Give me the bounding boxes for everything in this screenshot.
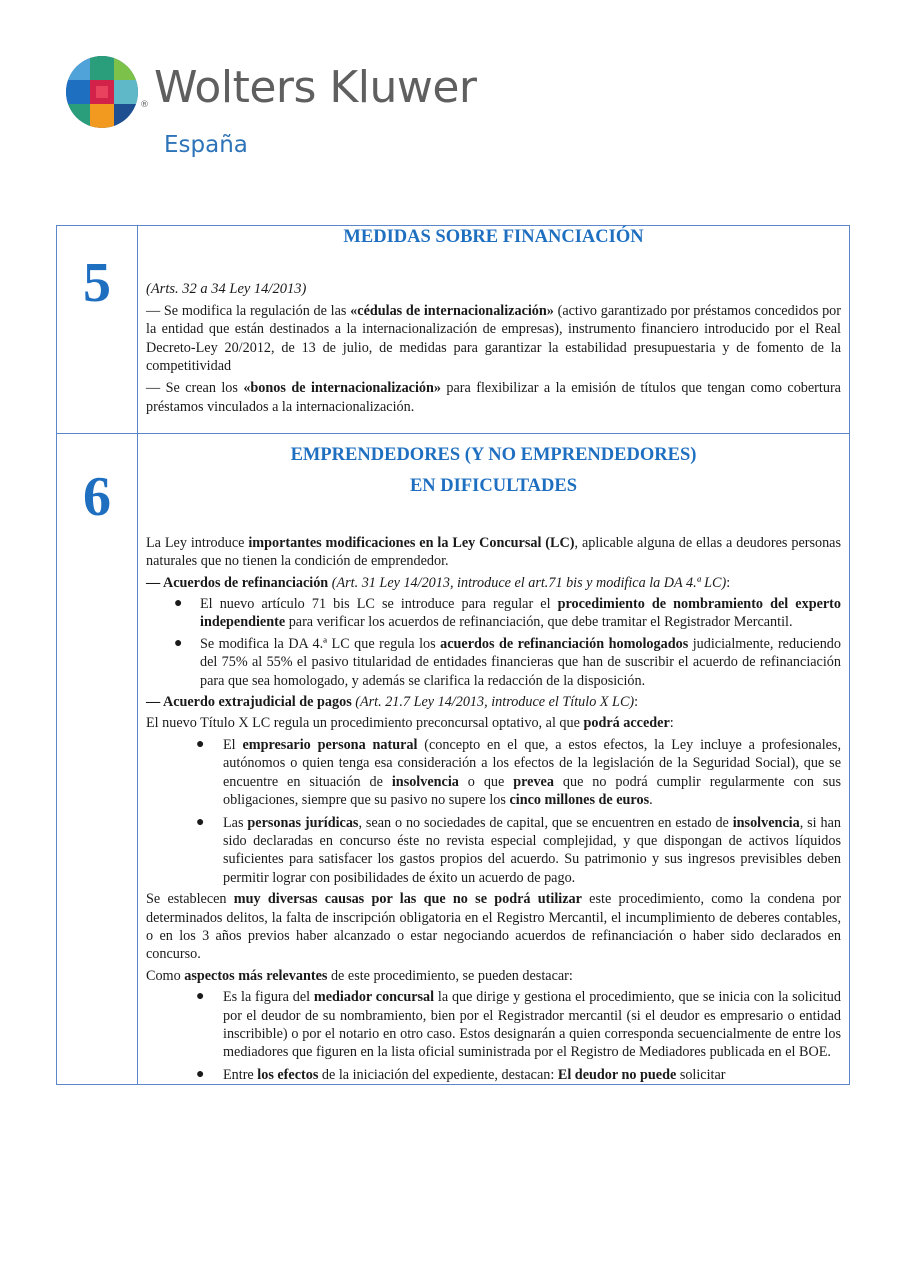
section-row-5 <box>57 226 850 434</box>
sections-table <box>56 225 850 1085</box>
paragraph-cedulas: — Se modifica la regulación de las «cédulas de internacionalización» (activo garantizado por préstamos concedidos por la entidad que están destinados a la internacionalización de empresas), instrumento financiero introducido por el Real Decreto-Ley 20/2012, de 13 de julio, de medidas para garantizar la estabilidad presupuestaria y de fomento de la competitividad <box>146 302 841 375</box>
logo-mosaic-icon <box>66 56 138 128</box>
paragraph-causas: Se establecen muy diversas causas por las que no se podrá utilizar este procedimiento, como la condena por determinados delitos, la falta de inscripción obligatoria en el Registro Mercantil, el incumplimiento de deberes contables, o en los 3 años previos haber alcanzado o estar negociando acuerdos de refinanciación o haber sido declarados en concurso. <box>146 891 841 963</box>
list-item: ● Es la figura del mediador concursal la que dirige y gestiona el procedimiento, que se inicia con la solicitud por el deudor de su nombramiento, bien por el Registrador mercantil (si el deudor es empresario o entidad inscribible) o por el notario en otro caso. Estos designarán a quien corresponda secuencialmente de entre los mediadores que figuren en la lista oficial suministrada por el Registro de Mediadores publicada en el BOE. <box>196 989 841 1061</box>
paragraph-aspectos: Como aspectos más relevantes de este procedimiento, se pueden destacar: <box>146 967 573 984</box>
registered-mark: ® <box>140 100 149 110</box>
section-number: 5 <box>83 252 111 314</box>
bullet-icon: ● <box>196 814 205 830</box>
heading-refinanciacion: — Acuerdos de refinanciación (Art. 31 Ley 14/2013, introduce el art.71 bis y modifica la DA 4.ª LC): <box>146 574 731 591</box>
paragraph-bonos: — Se crean los «bonos de internacionalización» para flexibilizar a la emisión de títulos que tengan como cobertura préstamos vinculados a la internacionalización. <box>146 380 841 415</box>
list-aspectos <box>146 988 841 1084</box>
bullet-icon: ● <box>174 635 183 651</box>
brand-name: Wolters Kluwer <box>154 62 477 113</box>
list-acceso <box>146 736 841 887</box>
brand-region: España <box>164 132 248 158</box>
list-item: ● Entre los efectos de la iniciación del expediente, destacan: El deudor no puede solicitar <box>196 1066 726 1083</box>
bullet-icon: ● <box>174 596 183 612</box>
section-title-line2: EN DIFICULTADES <box>409 476 578 497</box>
section-row-6 <box>57 434 850 1085</box>
brand-logo <box>66 56 506 166</box>
section-content <box>138 434 850 1085</box>
section-number: 6 <box>83 466 111 528</box>
list-item: ● Se modifica la DA 4.ª LC que regula los acuerdos de refinanciación homologados judicialmente, reduciendo del 75% al 55% el pasivo titularidad de entidades financieras que han de suscribir el acuerdo de refinanciación para que sea homologado, y además se clarifica la redacción de la disposición. <box>174 635 841 689</box>
section-title: MEDIDAS SOBRE FINANCIACIÓN <box>343 227 644 247</box>
section-number-cell <box>57 226 138 434</box>
paragraph-intro: La Ley introduce importantes modificaciones en la Ley Concursal (LC), aplicable alguna de ellas a deudores personas naturales que no tienen la condición de emprendedor. <box>146 534 841 570</box>
list-item: ● El nuevo artículo 71 bis LC se introduce para regular el procedimiento de nombramiento del experto independiente para verificar los acuerdos de refinanciación, que debe tramitar el Registrador Mercantil. <box>174 596 841 631</box>
heading-extrajudicial: — Acuerdo extrajudicial de pagos (Art. 21.7 Ley 14/2013, introduce el Título X LC): <box>146 694 639 711</box>
list-refinanciacion <box>146 595 841 690</box>
bullet-icon: ● <box>196 989 205 1005</box>
section-number-cell <box>57 434 138 1085</box>
bullet-icon: ● <box>196 1066 205 1082</box>
section-title-line1: EMPRENDEDORES (Y NO EMPRENDEDORES) <box>290 445 697 465</box>
bullet-icon: ● <box>196 736 205 752</box>
legal-reference: (Arts. 32 a 34 Ley 14/2013) <box>146 281 307 298</box>
paragraph-titulo-x: El nuevo Título X LC regula un procedimiento preconcursal optativo, al que podrá acceder: <box>146 715 674 732</box>
section-content <box>138 226 850 434</box>
logo-mosaic-graphic <box>66 56 138 128</box>
list-item: ● El empresario persona natural (concepto en el que, a estos efectos, la Ley incluye a profesionales, autónomos o quien tenga esa consideración a los efectos de la legislación de la Seguridad Social), que se encuentre en situación de insolvencia o que prevea que no podrá cumplir regularmente con sus obligaciones, siempre que su pasivo no supere los cinco millones de euros. <box>196 736 842 809</box>
list-item: ● Las personas jurídicas, sean o no sociedades de capital, que se encuentren en estado de insolvencia, si han sido declaradas en concurso éste no revista especial complejidad, y que dispongan de activos líquidos suficientes para satisfacer los gastos propios del acuerdo. Su patrimonio y sus ingresos previsibles deben permitir lograr con posibilidades de éxito un acuerdo de pago. <box>196 814 841 886</box>
